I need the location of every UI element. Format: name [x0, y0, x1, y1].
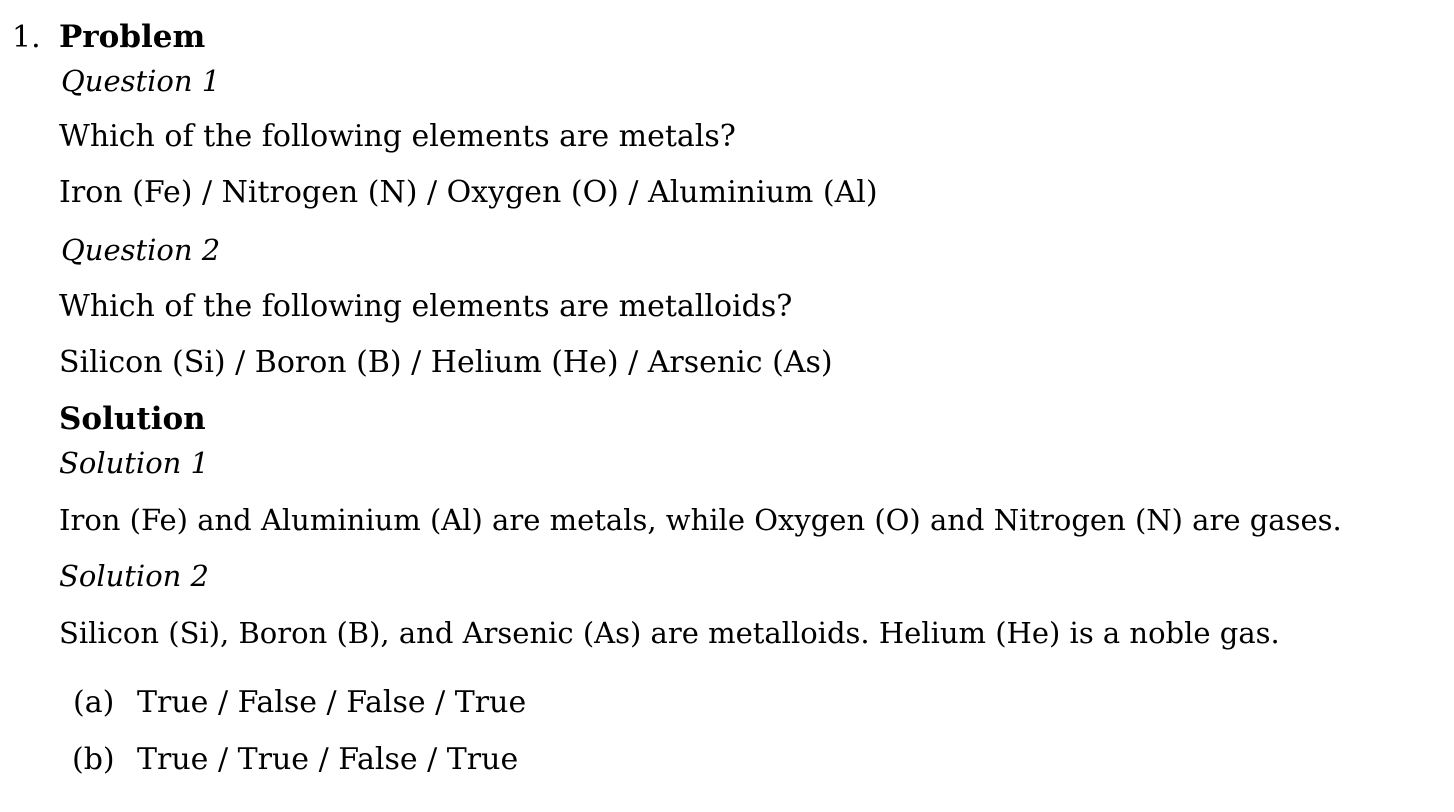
solution-2-text: Silicon (Si), Boron (B), and Arsenic (As) are metalloids. Helium (He) is a noble gas. [59, 616, 1280, 650]
solution-1-label: Solution 1 [59, 446, 210, 480]
question-2-label: Question 2 [61, 233, 221, 267]
answer-b-text: True / True / False / True [137, 742, 519, 777]
question-2-options: Silicon (Si) / Boron (B) / Helium (He) / Arsenic (As) [59, 345, 833, 380]
solution-heading: Solution [59, 401, 206, 437]
solution-2-label: Solution 2 [59, 559, 210, 593]
question-1-prompt: Which of the following elements are metals? [59, 119, 736, 154]
question-2-prompt: Which of the following elements are metalloids? [59, 289, 793, 324]
item-number: 1. [12, 20, 41, 55]
question-1-label: Question 1 [61, 64, 221, 98]
answer-a-text: True / False / False / True [137, 685, 527, 720]
solution-1-text: Iron (Fe) and Aluminium (Al) are metals, while Oxygen (O) and Nitrogen (N) are gases. [59, 503, 1342, 537]
question-1-options: Iron (Fe) / Nitrogen (N) / Oxygen (O) / Aluminium (Al) [59, 175, 878, 210]
problem-heading: Problem [59, 19, 206, 55]
answer-a-label: (a) [73, 685, 115, 720]
answer-b-label: (b) [72, 742, 115, 777]
